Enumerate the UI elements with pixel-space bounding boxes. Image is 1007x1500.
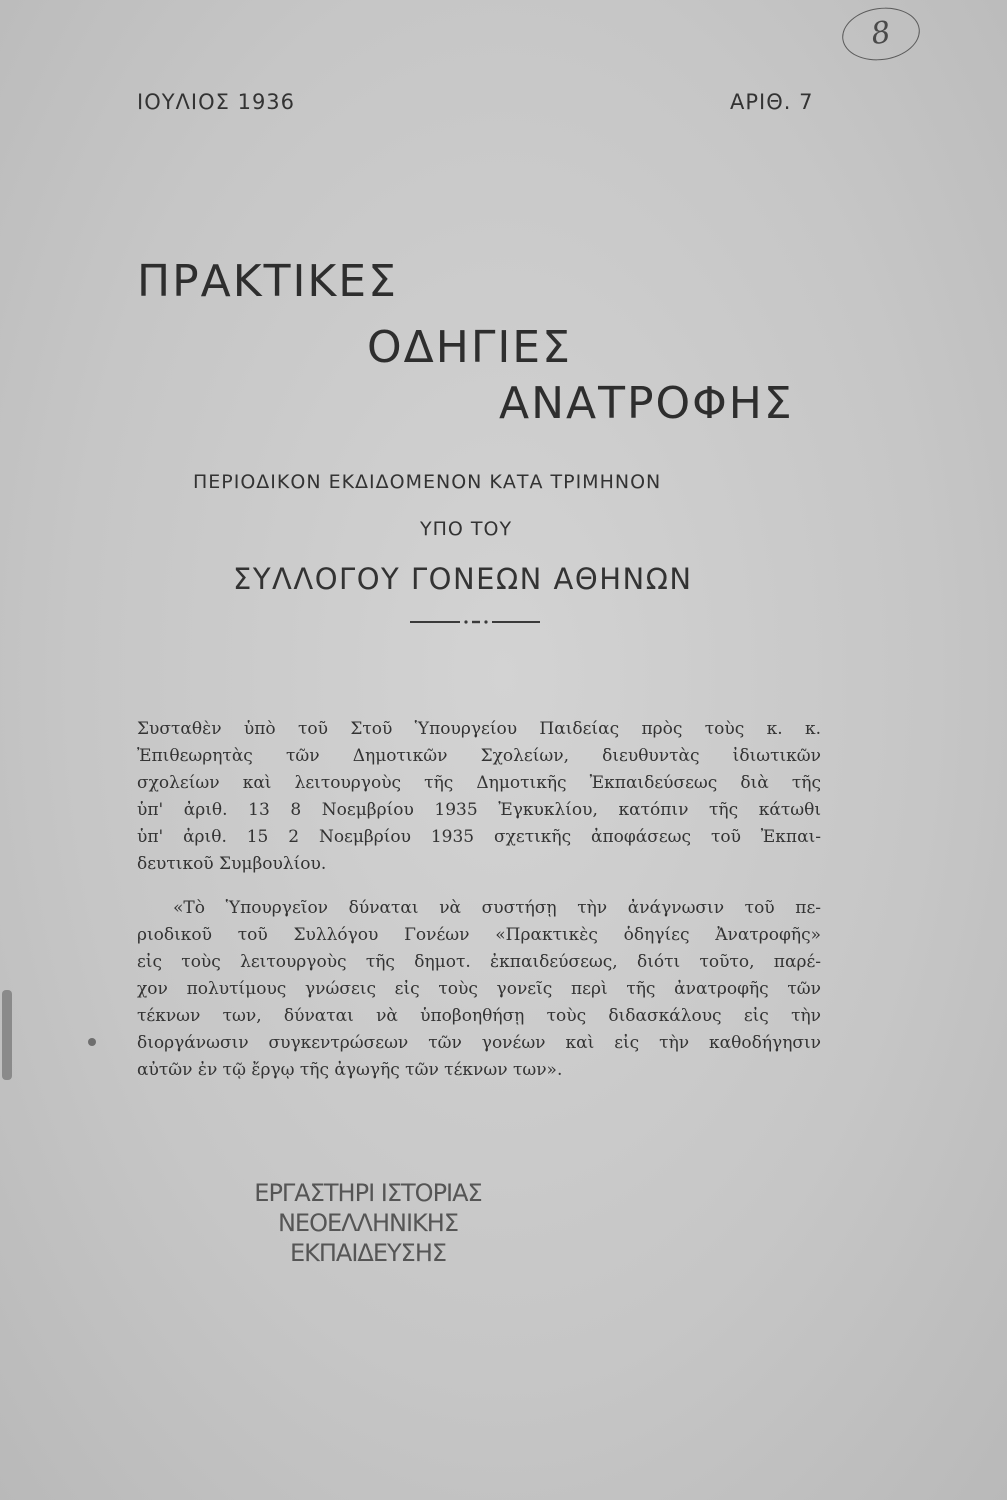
text-line: εἰς τοὺς λειτουργοὺς τῆς δημοτ. ἐκπαιδεύσεως, διότι τοῦτο, παρέ- [137,952,821,972]
paragraph-ministry-quote [137,895,821,1084]
text-line: χον πολυτίμους γνώσεις εἰς τοὺς γονεῖς περὶ τῆς ἀνατροφῆς τῶν [137,979,821,999]
issue-date: ΙΟΥΛΙΟΣ 1936 [137,90,296,114]
subtitle-publisher: ΣΥΛΛΟΓΟΥ ΓΟΝΕΩΝ ΑΘΗΝΩΝ [233,562,693,596]
ink-dot [88,1038,96,1046]
text-line: ριοδικοῦ τοῦ Συλλόγου Γονέων «Πρακτικὲς ὁδηγίες Ἀνατροφῆς» [137,925,821,945]
title-line-2: ΟΔΗΓΙΕΣ [367,322,572,373]
subtitle-periodical: ΠΕΡΙΟΔΙΚΟΝ ΕΚΔΙΔΟΜΕΝΟΝ ΚΑΤΑ ΤΡΙΜΗΝΟΝ [193,471,662,493]
text-line: αὐτῶν ἐν τῷ ἔργῳ τῆς ἀγωγῆς τῶν τέκνων των». [137,1060,563,1080]
handwritten-page-number: 8 [839,3,923,65]
divider-ornament [410,620,540,624]
text-line: «Τὸ Ὑπουργεῖον δύναται νὰ συστήσῃ τὴν ἀνάγνωσιν τοῦ πε- [173,898,821,918]
title-line-3: ΑΝΑΤΡΟΦΗΣ [499,378,794,429]
subtitle-by: ΥΠΟ ΤΟΥ [420,518,513,540]
stamp-line-2: ΝΕΟΕΛΛΗΝΙΚΗΣ [277,1209,459,1237]
text-line: Ἐπιθεωρητὰς τῶν Δημοτικῶν Σχολείων, διευθυντὰς ἰδιωτικῶν [137,746,821,766]
text-line: Συσταθὲν ὑπὸ τοῦ Στοῦ Ὑπουργείου Παιδείας πρὸς τοὺς κ. κ. [137,719,821,739]
text-line: διοργάνωσιν συγκεντρώσεων τῶν γονέων καὶ εἰς τὴν καθοδήγησιν [137,1033,821,1053]
text-line: ὑπ' ἀριθ. 13 8 Νοεμβρίου 1935 Ἐγκυκλίου, κατόπιν τῆς κάτωθι [137,800,821,820]
stamp-line-3: ΕΚΠΑΙΔΕΥΣΗΣ [289,1239,447,1267]
text-line: τέκνων των, δύναται νὰ ὑποβοηθήσῃ τοὺς διδασκάλους εἰς τὴν [137,1006,821,1026]
library-stamp [238,1178,498,1268]
paragraph-endorsement [137,716,821,878]
title-line-1: ΠΡΑΚΤΙΚΕΣ [137,256,398,307]
text-line: ὑπ' ἀριθ. 15 2 Νοεμβρίου 1935 σχετικῆς ἀποφάσεως τοῦ Ἐκπαι- [137,827,821,847]
text-line: δευτικοῦ Συμβουλίου. [137,854,327,874]
stamp-line-1: ΕΡΓΑΣΤΗΡΙ ΙΣΤΟΡΙΑΣ [254,1179,482,1207]
issue-number: ΑΡΙΘ. 7 [730,90,814,114]
text-line: σχολείων καὶ λειτουργοὺς τῆς Δημοτικῆς Ἐκπαιδεύσεως διὰ τῆς [137,773,821,793]
binding-edge-mark [2,990,12,1080]
